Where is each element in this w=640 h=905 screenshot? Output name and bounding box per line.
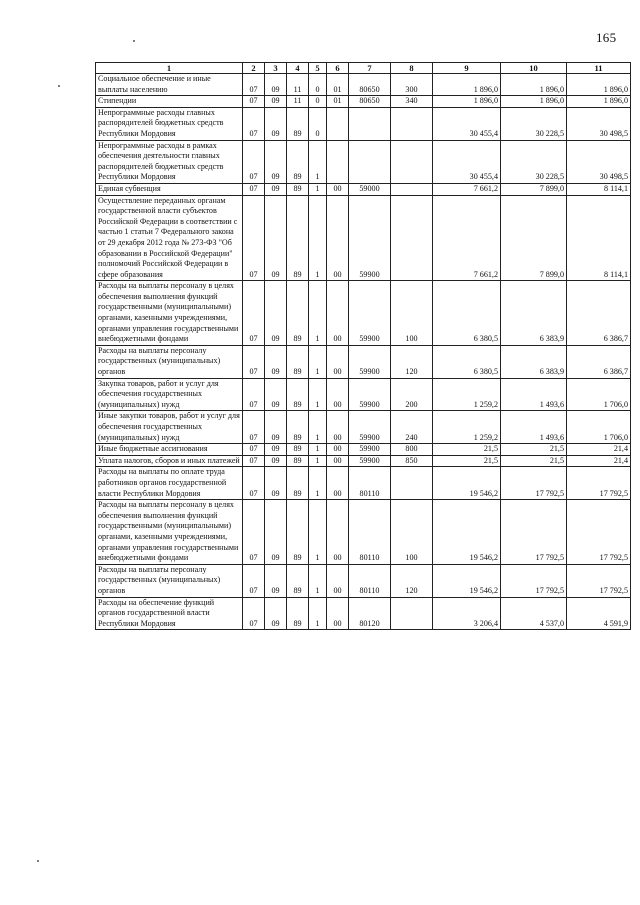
section-code: 07	[243, 564, 265, 597]
expense-type-code: 340	[391, 96, 433, 108]
group-code: 00	[327, 195, 349, 281]
expense-type-code: 240	[391, 411, 433, 444]
section-code: 07	[243, 107, 265, 140]
amount-col-10: 7 899,0	[501, 183, 567, 195]
subprogram-code: 0	[309, 74, 327, 96]
program-code: 89	[287, 411, 309, 444]
subsection-code: 09	[265, 500, 287, 565]
column-header: 9	[433, 63, 501, 74]
subsection-code: 09	[265, 597, 287, 630]
section-code: 07	[243, 467, 265, 500]
amount-col-11: 1 896,0	[567, 96, 631, 108]
amount-col-10: 6 383,9	[501, 281, 567, 346]
group-code	[327, 107, 349, 140]
expense-type-code: 120	[391, 345, 433, 378]
table-row	[96, 378, 631, 411]
direction-code: 80650	[349, 96, 391, 108]
direction-code: 80120	[349, 597, 391, 630]
group-code: 00	[327, 183, 349, 195]
amount-col-11: 21,4	[567, 444, 631, 456]
group-code: 00	[327, 281, 349, 346]
table-row	[96, 140, 631, 183]
program-code: 89	[287, 140, 309, 183]
group-code: 00	[327, 411, 349, 444]
subsection-code: 09	[265, 281, 287, 346]
column-header: 2	[243, 63, 265, 74]
row-name: Единая субвенция	[96, 183, 243, 195]
expense-type-code: 120	[391, 564, 433, 597]
group-code: 00	[327, 345, 349, 378]
direction-code: 59900	[349, 281, 391, 346]
column-header: 5	[309, 63, 327, 74]
row-name: Расходы на выплаты персоналу государственных (муниципальных) органов	[96, 345, 243, 378]
expense-type-code: 100	[391, 500, 433, 565]
row-name: Расходы на выплаты персоналу государственных (муниципальных) органов	[96, 564, 243, 597]
subsection-code: 09	[265, 455, 287, 467]
group-code: 01	[327, 96, 349, 108]
amount-col-10: 1 493,6	[501, 411, 567, 444]
table-row	[96, 74, 631, 96]
amount-col-10: 17 792,5	[501, 564, 567, 597]
subsection-code: 09	[265, 467, 287, 500]
direction-code	[349, 107, 391, 140]
direction-code: 80110	[349, 467, 391, 500]
table-row	[96, 345, 631, 378]
subprogram-code: 1	[309, 345, 327, 378]
subprogram-code: 1	[309, 564, 327, 597]
amount-col-9: 19 546,2	[433, 467, 501, 500]
program-code: 89	[287, 195, 309, 281]
subprogram-code: 0	[309, 96, 327, 108]
subprogram-code: 1	[309, 411, 327, 444]
amount-col-10: 7 899,0	[501, 195, 567, 281]
amount-col-11: 1 706,0	[567, 378, 631, 411]
amount-col-11: 1 896,0	[567, 74, 631, 96]
subprogram-code: 1	[309, 500, 327, 565]
subprogram-code: 0	[309, 107, 327, 140]
table-row	[96, 107, 631, 140]
subprogram-code: 1	[309, 195, 327, 281]
row-name: Расходы на обеспечение функций органов государственной власти Республики Мордовия	[96, 597, 243, 630]
amount-col-10: 17 792,5	[501, 500, 567, 565]
table-row	[96, 411, 631, 444]
expense-type-code	[391, 107, 433, 140]
table-header-row	[96, 63, 631, 74]
program-code: 89	[287, 467, 309, 500]
row-name: Уплата налогов, сборов и иных платежей	[96, 455, 243, 467]
amount-col-11: 1 706,0	[567, 411, 631, 444]
column-header: 1	[96, 63, 243, 74]
row-name: Стипендии	[96, 96, 243, 108]
row-name: Осуществление переданных органам государственной власти субъектов Российской Федерации в соответствии с частью 1 статьи 7 Федерального закона от 29 декабря 2012 года № 273-ФЗ "Об образовании в Российской Федерации" полномочий Российской Федерации в сфере образования	[96, 195, 243, 281]
program-code: 11	[287, 96, 309, 108]
program-code: 89	[287, 597, 309, 630]
subprogram-code: 1	[309, 140, 327, 183]
subsection-code: 09	[265, 74, 287, 96]
direction-code: 80110	[349, 564, 391, 597]
row-name: Непрограммные расходы в рамках обеспечения деятельности главных распорядителей бюджетных средств Республики Мордовия	[96, 140, 243, 183]
subsection-code: 09	[265, 195, 287, 281]
table-row	[96, 444, 631, 456]
amount-col-10: 1 896,0	[501, 74, 567, 96]
row-name: Иные закупки товаров, работ и услуг для обеспечения государственных (муниципальных) нужд	[96, 411, 243, 444]
subprogram-code: 1	[309, 378, 327, 411]
section-code: 07	[243, 411, 265, 444]
expense-type-code	[391, 597, 433, 630]
section-code: 07	[243, 597, 265, 630]
amount-col-9: 30 455,4	[433, 140, 501, 183]
group-code: 00	[327, 455, 349, 467]
section-code: 07	[243, 140, 265, 183]
amount-col-11: 4 591,9	[567, 597, 631, 630]
table-row	[96, 281, 631, 346]
program-code: 89	[287, 444, 309, 456]
section-code: 07	[243, 444, 265, 456]
page-number: 165	[596, 30, 617, 45]
subprogram-code: 1	[309, 467, 327, 500]
amount-col-11: 17 792,5	[567, 467, 631, 500]
table-row	[96, 500, 631, 565]
amount-col-10: 30 228,5	[501, 107, 567, 140]
section-code: 07	[243, 96, 265, 108]
amount-col-9: 6 380,5	[433, 281, 501, 346]
direction-code: 59900	[349, 195, 391, 281]
amount-col-11: 8 114,1	[567, 195, 631, 281]
column-header: 10	[501, 63, 567, 74]
group-code: 00	[327, 500, 349, 565]
direction-code	[349, 140, 391, 183]
group-code	[327, 140, 349, 183]
amount-col-9: 21,5	[433, 444, 501, 456]
row-name: Расходы на выплаты персоналу в целях обеспечения выполнения функций государственными (муниципальными) органами, казенными учреждениями, органами управления государственными внебюджетными фондами	[96, 281, 243, 346]
amount-col-9: 1 259,2	[433, 378, 501, 411]
row-name: Социальное обеспечение и иные выплаты населению	[96, 74, 243, 96]
expense-type-code: 200	[391, 378, 433, 411]
amount-col-11: 30 498,5	[567, 140, 631, 183]
expense-type-code	[391, 183, 433, 195]
expense-type-code: 100	[391, 281, 433, 346]
direction-code: 59900	[349, 455, 391, 467]
amount-col-9: 7 661,2	[433, 195, 501, 281]
amount-col-11: 6 386,7	[567, 345, 631, 378]
program-code: 89	[287, 345, 309, 378]
direction-code: 80110	[349, 500, 391, 565]
scan-speck	[37, 860, 39, 862]
amount-col-10: 6 383,9	[501, 345, 567, 378]
amount-col-9: 1 896,0	[433, 74, 501, 96]
subsection-code: 09	[265, 183, 287, 195]
amount-col-9: 1 896,0	[433, 96, 501, 108]
section-code: 07	[243, 378, 265, 411]
subprogram-code: 1	[309, 444, 327, 456]
budget-table	[95, 62, 631, 630]
program-code: 89	[287, 500, 309, 565]
row-name: Закупка товаров, работ и услуг для обеспечения государственных (муниципальных) нужд	[96, 378, 243, 411]
subsection-code: 09	[265, 345, 287, 378]
amount-col-9: 21,5	[433, 455, 501, 467]
amount-col-9: 19 546,2	[433, 564, 501, 597]
amount-col-9: 1 259,2	[433, 411, 501, 444]
section-code: 07	[243, 455, 265, 467]
direction-code: 59000	[349, 183, 391, 195]
program-code: 89	[287, 564, 309, 597]
scan-speck	[133, 40, 135, 42]
amount-col-10: 1 896,0	[501, 96, 567, 108]
amount-col-11: 21,4	[567, 455, 631, 467]
group-code: 00	[327, 467, 349, 500]
group-code: 00	[327, 597, 349, 630]
amount-col-10: 21,5	[501, 455, 567, 467]
subprogram-code: 1	[309, 455, 327, 467]
column-header: 7	[349, 63, 391, 74]
scan-speck	[58, 85, 60, 87]
subprogram-code: 1	[309, 183, 327, 195]
program-code: 11	[287, 74, 309, 96]
section-code: 07	[243, 500, 265, 565]
amount-col-10: 21,5	[501, 444, 567, 456]
amount-col-10: 4 537,0	[501, 597, 567, 630]
subsection-code: 09	[265, 444, 287, 456]
table-row	[96, 195, 631, 281]
column-header: 6	[327, 63, 349, 74]
expense-type-code: 850	[391, 455, 433, 467]
program-code: 89	[287, 281, 309, 346]
table-row	[96, 597, 631, 630]
direction-code: 59900	[349, 411, 391, 444]
table-row	[96, 183, 631, 195]
direction-code: 59900	[349, 444, 391, 456]
subsection-code: 09	[265, 96, 287, 108]
amount-col-11: 17 792,5	[567, 500, 631, 565]
section-code: 07	[243, 281, 265, 346]
amount-col-9: 3 206,4	[433, 597, 501, 630]
amount-col-11: 17 792,5	[567, 564, 631, 597]
subprogram-code: 1	[309, 597, 327, 630]
expense-type-code: 300	[391, 74, 433, 96]
program-code: 89	[287, 107, 309, 140]
table-row	[96, 467, 631, 500]
group-code: 00	[327, 564, 349, 597]
amount-col-11: 30 498,5	[567, 107, 631, 140]
subsection-code: 09	[265, 564, 287, 597]
amount-col-11: 6 386,7	[567, 281, 631, 346]
section-code: 07	[243, 183, 265, 195]
column-header: 3	[265, 63, 287, 74]
direction-code: 59900	[349, 378, 391, 411]
amount-col-9: 19 546,2	[433, 500, 501, 565]
group-code: 01	[327, 74, 349, 96]
group-code: 00	[327, 444, 349, 456]
table-row	[96, 564, 631, 597]
subsection-code: 09	[265, 378, 287, 411]
amount-col-10: 1 493,6	[501, 378, 567, 411]
column-header: 11	[567, 63, 631, 74]
section-code: 07	[243, 74, 265, 96]
column-header: 4	[287, 63, 309, 74]
table-row	[96, 455, 631, 467]
amount-col-11: 8 114,1	[567, 183, 631, 195]
section-code: 07	[243, 345, 265, 378]
row-name: Иные бюджетные ассигнования	[96, 444, 243, 456]
program-code: 89	[287, 183, 309, 195]
table-row	[96, 96, 631, 108]
amount-col-10: 30 228,5	[501, 140, 567, 183]
row-name: Расходы на выплаты персоналу в целях обеспечения выполнения функций государственными (муниципальными) органами, казенными учреждениями, органами управления государственными внебюджетными фондами	[96, 500, 243, 565]
amount-col-9: 30 455,4	[433, 107, 501, 140]
subprogram-code: 1	[309, 281, 327, 346]
subsection-code: 09	[265, 411, 287, 444]
program-code: 89	[287, 455, 309, 467]
section-code: 07	[243, 195, 265, 281]
program-code: 89	[287, 378, 309, 411]
row-name: Расходы на выплаты по оплате труда работников органов государственной власти Республики Мордовия	[96, 467, 243, 500]
column-header: 8	[391, 63, 433, 74]
subsection-code: 09	[265, 140, 287, 183]
expense-type-code: 800	[391, 444, 433, 456]
group-code: 00	[327, 378, 349, 411]
amount-col-9: 6 380,5	[433, 345, 501, 378]
amount-col-9: 7 661,2	[433, 183, 501, 195]
expense-type-code	[391, 195, 433, 281]
direction-code: 59900	[349, 345, 391, 378]
row-name: Непрограммные расходы главных распорядителей бюджетных средств Республики Мордовия	[96, 107, 243, 140]
direction-code: 80650	[349, 74, 391, 96]
expense-type-code	[391, 467, 433, 500]
subsection-code: 09	[265, 107, 287, 140]
expense-type-code	[391, 140, 433, 183]
amount-col-10: 17 792,5	[501, 467, 567, 500]
